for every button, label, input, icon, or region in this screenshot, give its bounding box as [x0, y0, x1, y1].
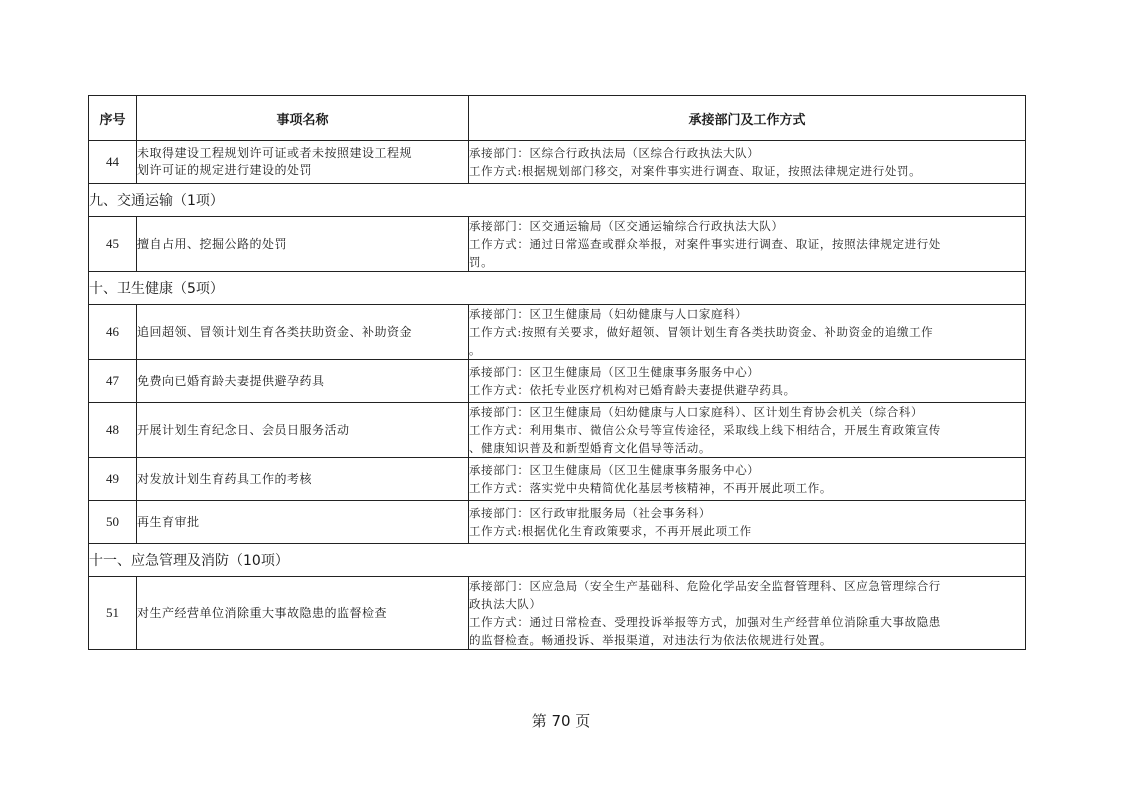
- matter-name-line: 开展计划生育纪念日、会员日服务活动: [137, 422, 350, 437]
- table-row: [89, 360, 1026, 403]
- matter-name: [137, 305, 469, 360]
- department-method-line: 。: [469, 343, 482, 357]
- department-method-line: 工作方式:按照有关要求，做好超领、冒领计划生育各类扶助资金、补助资金的追缴工作: [469, 325, 934, 339]
- matter-name-line: 未取得建设工程规划许可证或者未按照建设工程规: [137, 146, 413, 160]
- department-method: [469, 458, 1026, 501]
- department-method: [469, 305, 1026, 360]
- department-method-line: 、健康知识普及和新型婚育文化倡导等活动。: [469, 441, 711, 455]
- department-method-line: 工作方式：通过日常巡查或群众举报，对案件事实进行调查、取证，按照法律规定进行处: [469, 237, 941, 251]
- department-method: [469, 217, 1026, 272]
- department-method-line: 工作方式：依托专业医疗机构对已婚育龄夫妻提供避孕药具。: [469, 383, 796, 397]
- department-method-line: 承接部门：区综合行政执法局（区综合行政执法大队）: [469, 146, 760, 160]
- matter-name: [137, 403, 469, 458]
- row-index: 46: [89, 305, 137, 360]
- matter-name: [137, 458, 469, 501]
- department-method-line: 承接部门：区卫生健康局（区卫生健康事务服务中心）: [469, 365, 760, 379]
- table-body: [89, 141, 1026, 650]
- matter-name-line: 免费向已婚育龄夫妻提供避孕药具: [137, 373, 325, 388]
- section-title: 九、交通运输（1项）: [89, 184, 1026, 217]
- department-method-line: 工作方式：通过日常检查、受理投诉举报等方式，加强对生产经营单位消除重大事故隐患: [469, 615, 941, 629]
- row-index: 50: [89, 501, 137, 544]
- department-method-line: 工作方式:根据规划部门移交，对案件事实进行调查、取证，按照法律规定进行处罚。: [469, 164, 922, 178]
- department-method-line: 承接部门：区卫生健康局（区卫生健康事务服务中心）: [469, 463, 760, 477]
- department-method-line: 工作方式：利用集市、微信公众号等宣传途径，采取线上线下相结合，开展生育政策宣传: [469, 423, 941, 437]
- table-row: [89, 577, 1026, 650]
- department-method: [469, 577, 1026, 650]
- matter-name-line: 对发放计划生育药具工作的考核: [137, 471, 313, 486]
- matter-name: [137, 360, 469, 403]
- matter-name: [137, 217, 469, 272]
- row-index: 48: [89, 403, 137, 458]
- row-index: 51: [89, 577, 137, 650]
- section-title: 十、卫生健康（5项）: [89, 272, 1026, 305]
- department-method: [469, 141, 1026, 184]
- section-row: [89, 184, 1026, 217]
- header-method: 承接部门及工作方式: [469, 96, 1026, 141]
- section-title: 十一、应急管理及消防（10项）: [89, 544, 1026, 577]
- row-index: 44: [89, 141, 137, 184]
- section-row: [89, 272, 1026, 305]
- department-method-line: 承接部门：区卫生健康局（妇幼健康与人口家庭科）: [469, 307, 748, 321]
- matter-name-line: 擅自占用、挖掘公路的处罚: [137, 236, 288, 251]
- table-row: [89, 305, 1026, 360]
- department-method: [469, 403, 1026, 458]
- department-method-line: 政执法大队）: [469, 597, 542, 611]
- matter-name-line: 追回超领、冒领计划生育各类扶助资金、补助资金: [137, 324, 413, 339]
- department-method-line: 工作方式:根据优化生育政策要求，不再开展此项工作: [469, 524, 752, 538]
- department-method-line: 承接部门：区交通运输局（区交通运输综合行政执法大队）: [469, 219, 784, 233]
- table-row: [89, 141, 1026, 184]
- table-row: [89, 217, 1026, 272]
- department-method: [469, 501, 1026, 544]
- matters-table: [88, 95, 1026, 650]
- department-method-line: 承接部门：区卫生健康局（妇幼健康与人口家庭科）、区计划生育协会机关（综合科）: [469, 405, 924, 419]
- matter-name-line: 再生育审批: [137, 514, 200, 529]
- header-index: 序号: [89, 96, 137, 141]
- row-index: 45: [89, 217, 137, 272]
- table-row: [89, 458, 1026, 501]
- department-method-line: 承接部门：区行政审批服务局（社会事务科）: [469, 506, 711, 520]
- table-header-row: [89, 96, 1026, 141]
- matter-name: [137, 501, 469, 544]
- department-method-line: 罚。: [469, 255, 494, 269]
- table-row: [89, 501, 1026, 544]
- department-method-line: 的监督检查。畅通投诉、举报渠道，对违法行为依法依规进行处置。: [469, 633, 832, 647]
- section-row: [89, 544, 1026, 577]
- department-method: [469, 360, 1026, 403]
- header-name: 事项名称: [137, 96, 469, 141]
- row-index: 49: [89, 458, 137, 501]
- department-method-line: 承接部门：区应急局（安全生产基础科、危险化学品安全监督管理科、区应急管理综合行: [469, 579, 941, 593]
- row-index: 47: [89, 360, 137, 403]
- table-row: [89, 403, 1026, 458]
- matter-name-line: 对生产经营单位消除重大事故隐患的监督检查: [137, 605, 388, 620]
- matter-name-line: 划许可证的规定进行建设的处罚: [137, 163, 313, 177]
- matter-name: [137, 141, 469, 184]
- page-number: 第 70 页: [531, 712, 591, 730]
- matter-name: [137, 577, 469, 650]
- department-method-line: 工作方式：落实党中央精简优化基层考核精神，不再开展此项工作。: [469, 481, 832, 495]
